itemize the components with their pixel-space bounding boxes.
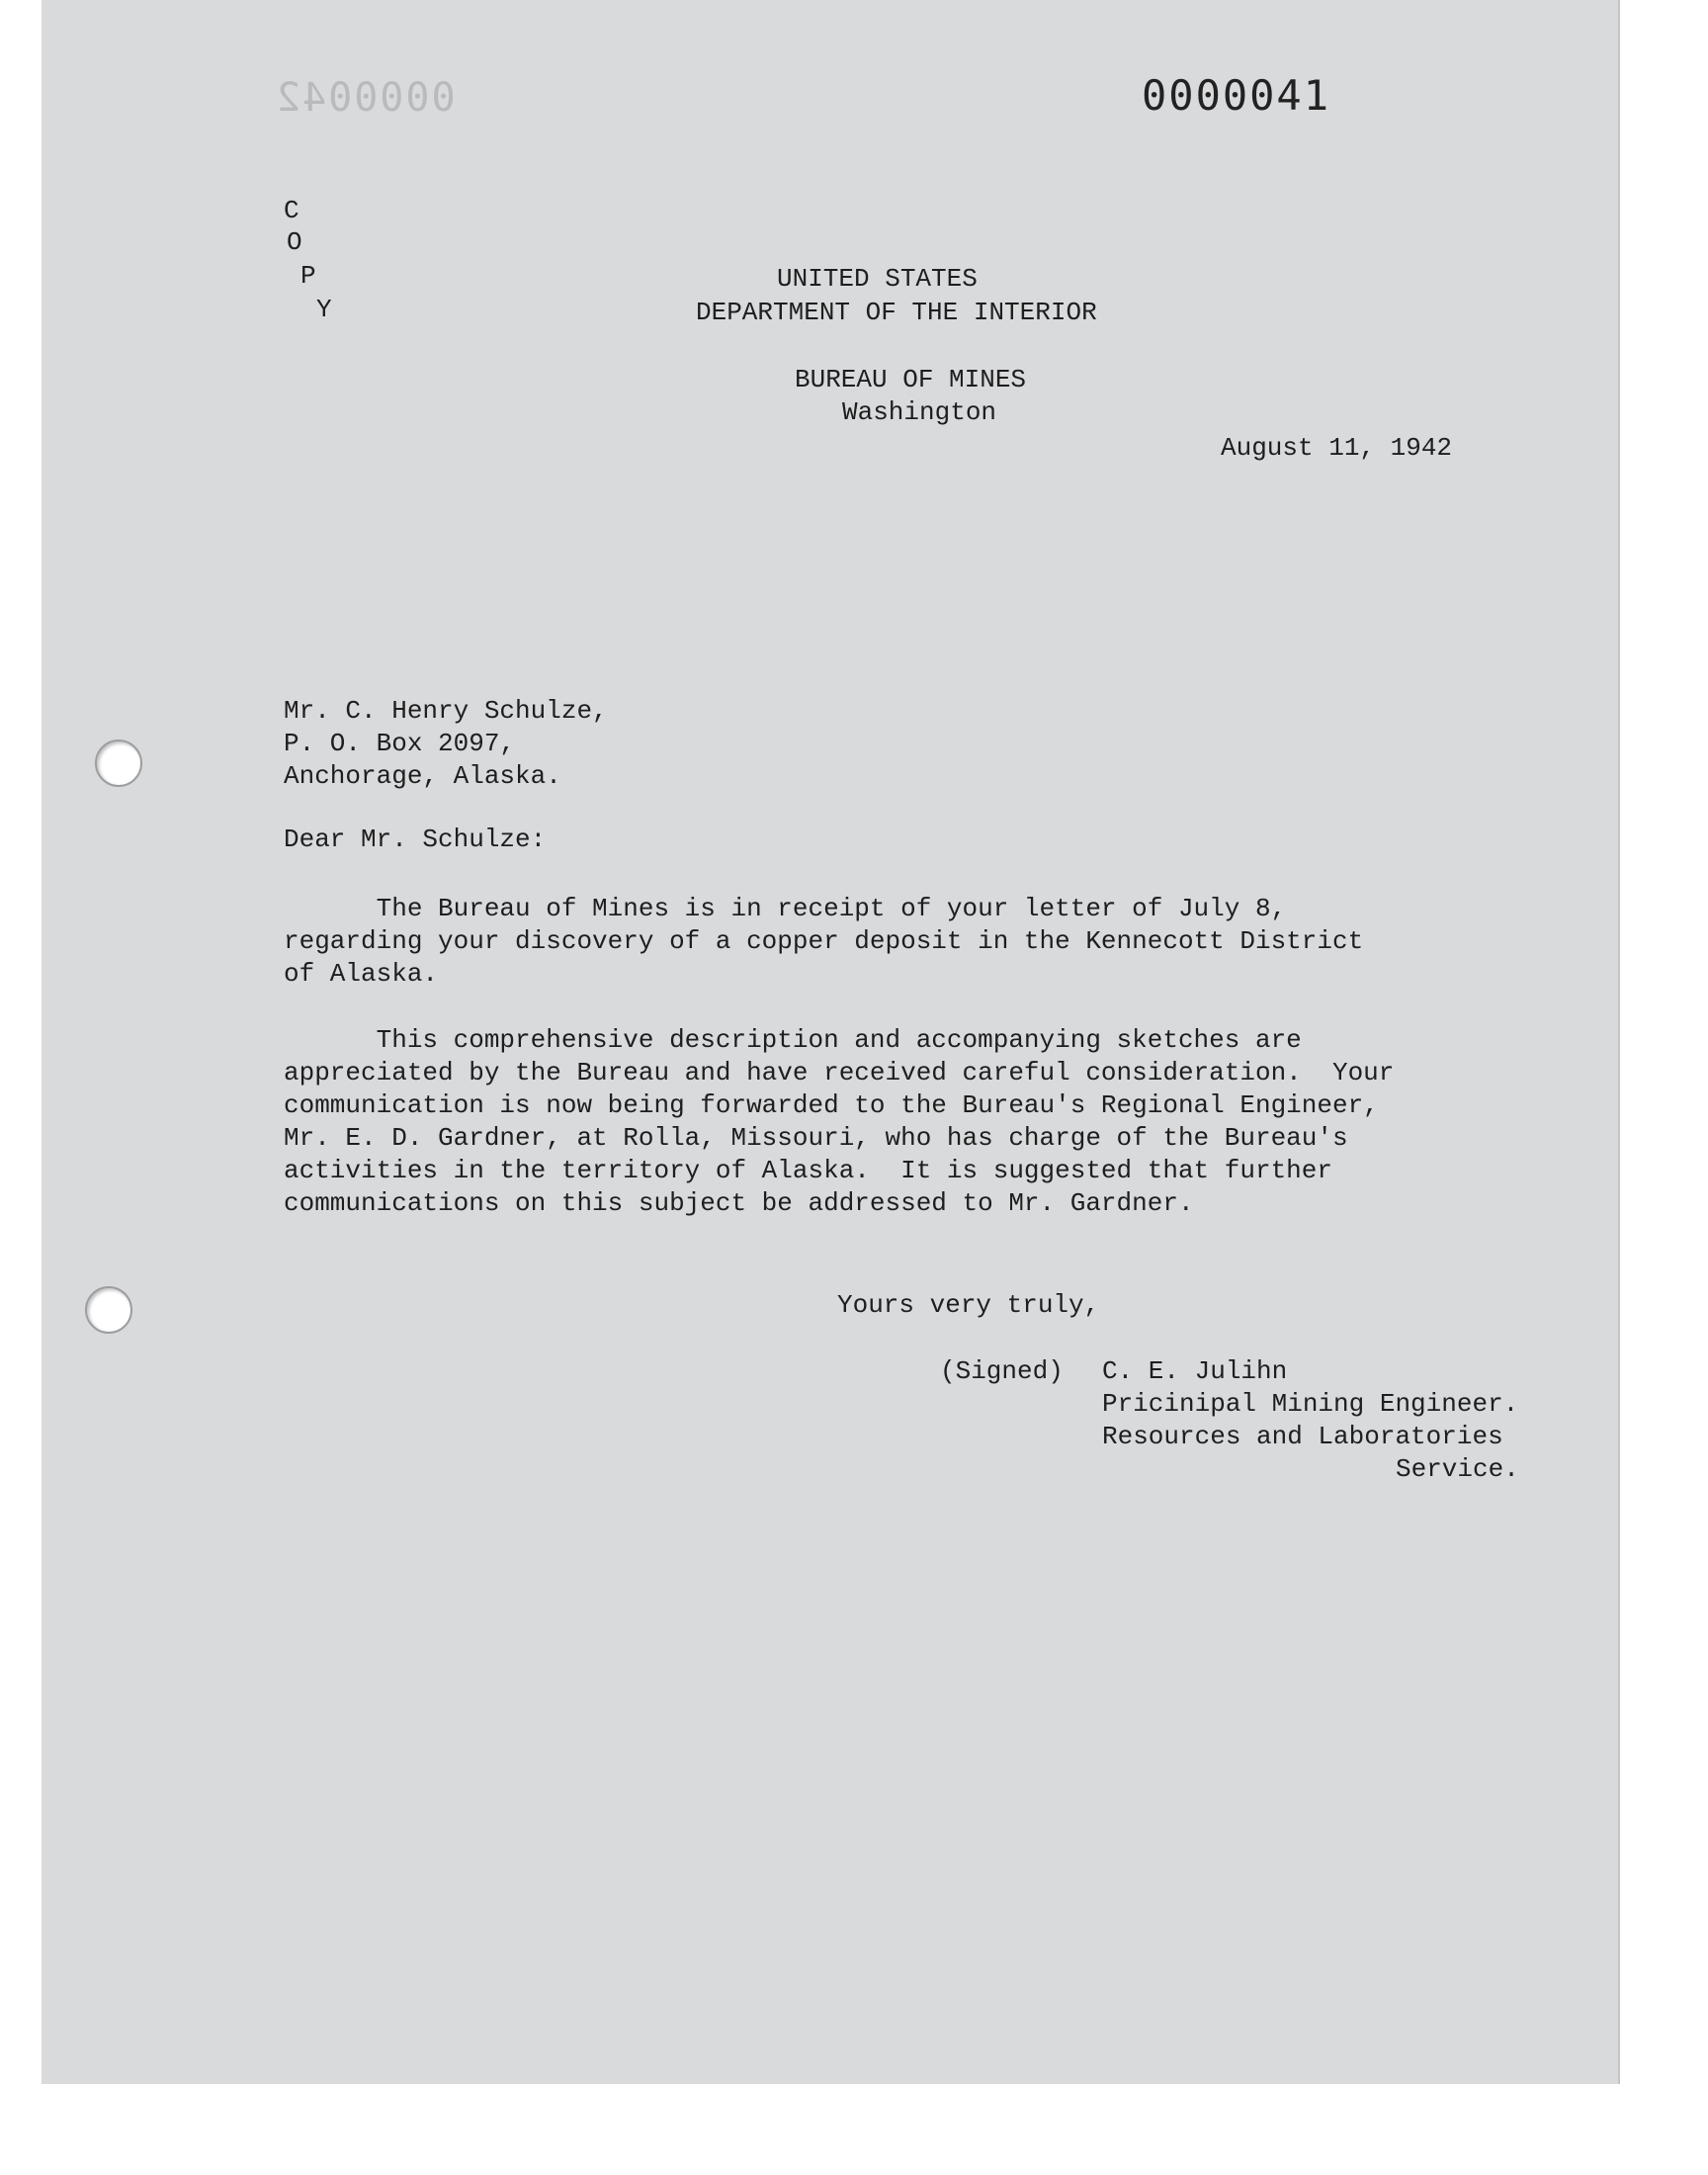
punch-hole-bottom (85, 1286, 132, 1334)
letterhead-department: DEPARTMENT OF THE INTERIOR (696, 298, 1097, 327)
copy-mark-y: Y (316, 295, 332, 324)
body-paragraph-1-line-1: The Bureau of Mines is in receipt of your letter of July 8, (284, 894, 1287, 923)
closing: Yours very truly, (837, 1290, 1100, 1320)
body-paragraph-1-line-2: regarding your discovery of a copper deposit in the Kennecott District (284, 926, 1364, 956)
body-paragraph-2-line-6: communications on this subject be addressed to Mr. Gardner. (284, 1188, 1194, 1218)
recipient-address-line2: Anchorage, Alaska. (284, 761, 561, 791)
copy-mark-o: O (287, 227, 302, 257)
letterhead-city: Washington (842, 397, 997, 427)
signer-name: C. E. Julihn (1102, 1356, 1288, 1386)
body-paragraph-2-line-5: activities in the territory of Alaska. It is suggested that further (284, 1156, 1332, 1185)
document-page (42, 0, 1618, 2084)
body-paragraph-2-line-1: This comprehensive description and accompanying sketches are (284, 1025, 1302, 1055)
letter-date: August 11, 1942 (1221, 433, 1453, 463)
body-paragraph-2-line-4: Mr. E. D. Gardner, at Rolla, Missouri, who has charge of the Bureau's (284, 1123, 1348, 1153)
signer-title-line2: Resources and Laboratories (1102, 1422, 1503, 1451)
letterhead-country: UNITED STATES (777, 264, 978, 294)
punch-hole-top (95, 740, 142, 787)
body-paragraph-1-line-3: of Alaska. (284, 959, 439, 989)
body-paragraph-2-line-3: communication is now being forwarded to the Bureau's Regional Engineer, (284, 1090, 1379, 1120)
letterhead-bureau: BUREAU OF MINES (795, 365, 1027, 394)
document-number: 0000041 (1142, 71, 1331, 120)
signed-label: (Signed) (940, 1356, 1064, 1386)
bleed-through-number: 0000042 (275, 75, 456, 121)
copy-mark-c: C (284, 196, 299, 225)
signer-title-line3: Service. (1396, 1454, 1519, 1484)
recipient-address-line1: P. O. Box 2097, (284, 729, 516, 758)
salutation: Dear Mr. Schulze: (284, 825, 547, 854)
recipient-name: Mr. C. Henry Schulze, (284, 696, 608, 726)
body-paragraph-2-line-2: appreciated by the Bureau and have received careful consideration. Your (284, 1058, 1395, 1088)
copy-mark-p: P (300, 261, 316, 291)
signer-title-line1: Pricinipal Mining Engineer. (1102, 1389, 1519, 1419)
